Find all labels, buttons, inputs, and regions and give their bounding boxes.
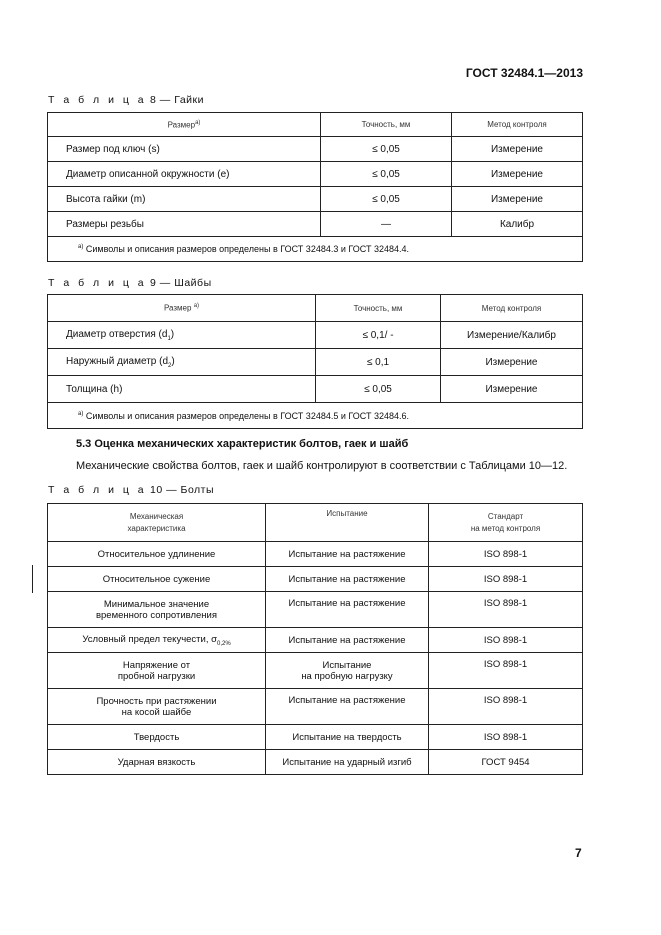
table10-cell-characteristic [48,628,266,653]
table10-header-characteristic-line2: характеристика [127,523,186,533]
table10-cell-standard: ISO 898-1 [429,689,583,725]
table10-header-standard-line1: Стандарт [487,511,524,521]
table10-cell-characteristic-line1: Минимальное значение [103,598,210,610]
table9-cell-name-text: Толщина (h) [66,383,123,395]
section-heading: 5.3 Оценка механических характеристик болтов, гаек и шайб [76,438,409,450]
table9-cell-accuracy: ≤ 0,05 [316,376,441,403]
table10-cell-characteristic-line2: временного сопротивления [95,609,218,621]
table8-header-size [48,113,321,137]
table10-cell-test-line1: Испытание [322,659,372,671]
table8-cell-method: Измерение [452,187,583,212]
table10-cell-standard: ISO 898-1 [429,542,583,567]
table9-cell-name-text: Наружный диаметр (d [66,355,169,367]
table10-cell-characteristic: Твердость [48,725,266,750]
table9-cell-method: Измерение/Калибр [441,322,583,349]
table9-caption [48,277,212,289]
table8-caption-prefix: Т а б л и ц а [48,94,147,106]
table10-cell-test: Испытание на растяжение [266,567,429,592]
table10-cell-test: Испытание на растяжение [266,628,429,653]
table8-cell-accuracy: ≤ 0,05 [321,137,452,162]
table8-header-size-sup: а) [195,119,201,126]
table-row [48,628,583,653]
table10-header-characteristic [48,504,266,542]
table9-cell-name [48,349,316,376]
table9-cell-accuracy: ≤ 0,1 [316,349,441,376]
table-row [48,542,583,567]
table8-cell-method: Измерение [452,137,583,162]
table10-cell-test: Испытание на ударный изгиб [266,750,429,775]
table8-cell-name: Размер под ключ (s) [48,137,321,162]
table10-cell-characteristic: Относительное сужение [48,567,266,592]
table10-cell-characteristic-line1: Прочность при растяжении [96,695,217,707]
table8-caption-title: 8 — Гайки [150,94,204,106]
table-row [48,137,583,162]
table9-header-size [48,295,316,322]
table8-cell-accuracy: — [321,212,452,237]
table10-cell-characteristic-line2: пробной нагрузки [117,670,196,682]
table10-cell-standard: ISO 898-1 [429,653,583,689]
table10-cell-characteristic [48,653,266,689]
table10-header-characteristic-line1: Механическая [129,511,184,521]
table10-cell-standard: ISO 898-1 [429,725,583,750]
table-row [48,567,583,592]
table-row [48,349,583,376]
table9-cell-accuracy: ≤ 0,1/ - [316,322,441,349]
table10-cell-characteristic-sub: 0,2% [216,640,231,647]
table8-cell-name: Размеры резьбы [48,212,321,237]
table8-caption [48,94,204,106]
table10-cell-test: Испытание на твердость [266,725,429,750]
table8-cell-accuracy: ≤ 0,05 [321,187,452,212]
table9-header-method: Метод контроля [441,295,583,322]
table10-cell-characteristic-line1: Напряжение от [122,659,191,671]
table10-cell-characteristic [48,592,266,628]
table-row [48,376,583,403]
table10-cell-characteristic-text: Условный предел текучести, σ [82,633,217,645]
table-row [48,212,583,237]
table9-footnote [48,403,583,429]
change-bar [32,565,33,593]
table9-header-size-sup: а) [193,303,200,310]
section-paragraph: Механические свойства болтов, гаек и шайб контролируют в соответствии с Таблицами 10—12. [76,460,568,472]
table8-header-accuracy: Точность, мм [321,113,452,137]
table10-cell-standard: ISO 898-1 [429,567,583,592]
table10-cell-standard: ISO 898-1 [429,592,583,628]
table-row [48,725,583,750]
table9-cell-method: Измерение [441,376,583,403]
table9-cell-name [48,322,316,349]
table9-cell-name-tail: ) [171,355,175,367]
table8-footnote [48,237,583,262]
table10-cell-standard: ISO 898-1 [429,628,583,653]
table8-footnote-sup: а) [78,244,84,250]
document-id: ГОСТ 32484.1—2013 [465,66,583,80]
table10-cell-test [266,653,429,689]
table-row [48,592,583,628]
table9-caption-title: 9 — Шайбы [150,277,212,289]
table10-header-test: Испытание [266,504,429,542]
table8-cell-name: Высота гайки (m) [48,187,321,212]
table8-cell-name: Диаметр описанной окружности (e) [48,162,321,187]
table9-header-size-label: Размер [163,303,192,313]
table10-cell-characteristic-line2: на косой шайбе [121,706,192,718]
table9-footnote-text: Символы и описания размеров определены в ГОСТ 32484.5 и ГОСТ 32484.6. [85,410,409,421]
table9 [47,294,583,429]
table9-cell-name-tail: ) [170,328,175,340]
table10-header-standard-line2: на метод контроля [470,523,541,533]
table-row [48,322,583,349]
table-row [48,750,583,775]
table-row [48,653,583,689]
table-row [48,162,583,187]
table8 [47,112,583,262]
table10-cell-test-line2: на пробную нагрузку [301,670,393,682]
table8-header-size-label: Размер [167,120,196,130]
table9-header-accuracy: Точность, мм [316,295,441,322]
table10 [47,503,583,775]
table9-cell-name-sub: 1 [167,335,171,342]
table8-cell-method: Измерение [452,162,583,187]
table10-caption-title: 10 — Болты [150,484,215,496]
table-row [48,187,583,212]
table10-cell-test: Испытание на растяжение [266,542,429,567]
table9-cell-method: Измерение [441,349,583,376]
table9-caption-prefix: Т а б л и ц а [48,277,147,289]
table10-caption-prefix: Т а б л и ц а [48,484,147,496]
table8-footnote-text: Символы и описания размеров определены в ГОСТ 32484.3 и ГОСТ 32484.4. [85,244,409,254]
table9-cell-name-text: Диаметр отверстия (d [66,328,168,340]
table9-footnote-sup: а) [78,410,84,417]
table-row [48,689,583,725]
table9-cell-name-sub: 2 [168,362,172,369]
table9-cell-name [48,376,316,403]
table10-cell-characteristic: Ударная вязкость [48,750,266,775]
table8-header-method: Метод контроля [452,113,583,137]
table10-header-standard [429,504,583,542]
table8-cell-method: Калибр [452,212,583,237]
table10-cell-test: Испытание на растяжение [266,689,429,725]
table10-caption [48,484,214,496]
table10-cell-characteristic [48,689,266,725]
table10-cell-characteristic: Относительное удлинение [48,542,266,567]
table10-cell-standard: ГОСТ 9454 [429,750,583,775]
table10-cell-test: Испытание на растяжение [266,592,429,628]
table8-cell-accuracy: ≤ 0,05 [321,162,452,187]
page-number: 7 [575,846,582,860]
